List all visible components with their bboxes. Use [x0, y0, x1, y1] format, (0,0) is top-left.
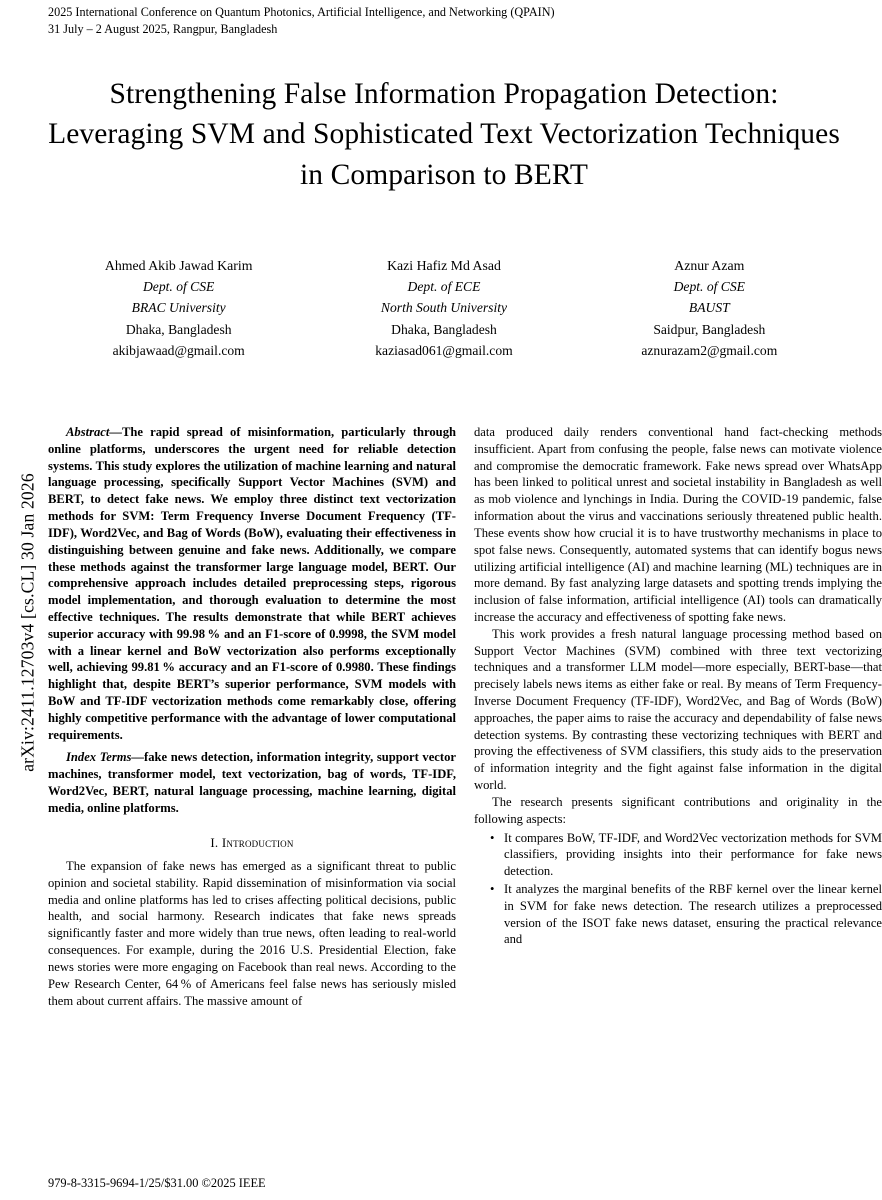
- abstract-label: Abstract—: [66, 425, 122, 439]
- page-title: Strengthening False Information Propagation Detection: Leveraging SVM and Sophisticated Text Vectorization Techniques in Comparison to BERT: [48, 77, 840, 191]
- author-name: Ahmed Akib Jawad Karim: [104, 258, 253, 273]
- section-title: Introduction: [221, 834, 294, 850]
- author-location: Dhaka, Bangladesh: [391, 321, 497, 337]
- arxiv-stamp: arXiv:2411.12703v4 [cs.CL] 30 Jan 2026: [17, 473, 38, 772]
- author-location: Dhaka, Bangladesh: [125, 321, 232, 337]
- conference-date-location: 31 July – 2 August 2025, Rangpur, Bangladesh: [48, 22, 278, 37]
- index-terms-paragraph: [48, 749, 456, 816]
- column-left: [48, 424, 456, 1009]
- conference-header: [48, 4, 834, 39]
- paragraph: This work provides a fresh natural language processing method based on Support Vector Machines (SVM) combined with three text vectorizing techniques and a transformer LLM model—more especially, BERT-base—that precisely labels news items as either fake or real. By means of Term Frequency-Inverse Document Frequency (TF-IDF), Word2Vec, and Bag of Words (BoW) approaches, the paper aims to raise the accuracy and dependability of false news detection systems. By contrasting these vectorizing techniques with BERT and proving the effectiveness of SVM classifiers, this study aids to the preservation of information integrity and the fight against false information in the digital world.: [474, 626, 882, 793]
- list-item: • It analyzes the marginal benefits of the RBF kernel over the linear kernel in SVM for fake news detection. The research utilizes a preprocessed version of the ISOT fake news dataset, ensuring the practical relevance and: [504, 881, 882, 948]
- author-name: Kazi Hafiz Md Asad: [387, 258, 501, 273]
- abstract-text: The rapid spread of misinformation, particularly through online platforms, underscores the urgent need for reliable detection systems. This study explores the utilization of machine learning and natural language processing, specifically Support Vector Machines (SVM) and BERT, to detect fake news. We employ three distinct text vectorization methods for SVM: Term Frequency Inverse Document Frequency (TF-IDF), Word2Vec, and Bag of Words (BoW), evaluating their effectiveness in distinguishing between genuine and fake news. Additionally, we compare these methods against the transformer large language model, BERT. Our comprehensive approach includes detailed preprocessing steps, rigorous model implementation, and thorough evaluation to determine the most effective techniques. The results demonstrate that while BERT achieves superior accuracy with 99.98 % and an F1-score of 0.9998, the SVM model with a linear kernel and BoW vectorization also performs exceptionally well, achieving 99.81 % accuracy and an F1-score of 0.9980. These findings highlight that, despite BERT’s superior performance, SVM models with BoW and TF-IDF vectorization methods come remarkably close, offering highly competitive performance with the advantage of lower computational requirements.: [48, 425, 456, 742]
- abstract-paragraph: [48, 424, 456, 743]
- author-department: Dept. of CSE: [142, 279, 215, 295]
- section-number: I.: [210, 834, 219, 850]
- author-department: Dept. of CSE: [673, 279, 745, 295]
- paragraph: The research presents significant contributions and originality in the following aspects:: [474, 794, 882, 826]
- author-institution: North South University: [380, 300, 508, 316]
- author-email: kaziasad061@gmail.com: [375, 342, 513, 358]
- paragraph: data produced daily renders conventional hand fact-checking methods insufficient. Apart from confusing the people, false news can motivate violence and compromise the democratic framework. Fake news spread over WhatsApp has been linked to political unrest and societal instability in Bangladesh as well as mob violence and lynchings in India. During the COVID-19 pandemic, false information about the virus and vaccinations seriously threatened public health. These events show how crucial it is to have trustworthy mechanisms in place to spot false news. Consequently, automated systems that can identify bogus news utilizing artificial intelligence (AI) and machine learning (ML) techniques are in more demand. By fast analyzing large datasets and spotting trends implying the inclusion of false information, artificial intelligence (AI) tools can dramatically increase the accuracy and effectiveness of spotting fake news.: [474, 425, 882, 624]
- author-email: aznurazam2@gmail.com: [641, 342, 778, 358]
- copyright-footer: 979-8-3315-9694-1/25/$31.00 ©2025 IEEE: [48, 1176, 266, 1190]
- author-email: akibjawaad@gmail.com: [112, 342, 245, 358]
- author-list: [48, 255, 840, 361]
- section-heading-introduction: [48, 834, 456, 851]
- author-block: [313, 255, 574, 361]
- author-location: Saidpur, Bangladesh: [653, 321, 766, 337]
- author-department: Dept. of ECE: [407, 279, 481, 295]
- list-item: • It compares BoW, TF-IDF, and Word2Vec vectorization methods for SVM classifiers, providing insights into their performance for fake news detection.: [504, 830, 882, 880]
- author-institution: BAUST: [688, 300, 730, 316]
- index-terms-label: Index Terms—: [66, 750, 145, 765]
- author-name: Aznur Azam: [674, 258, 745, 273]
- column-right: [474, 424, 882, 949]
- index-terms-text: fake news detection, information integrity, support vector machines, transformer model, text vectorization, bag of words, TF-IDF, Word2Vec, BERT, natural language processing, machine learning, digital media, online platforms.: [48, 750, 456, 815]
- contribution-list: [474, 830, 882, 949]
- author-block: [579, 255, 840, 361]
- author-institution: BRAC University: [131, 300, 226, 316]
- author-block: [48, 255, 309, 361]
- conference-name: 2025 International Conference on Quantum Photonics, Artificial Intelligence, and Networking (QPAIN): [48, 5, 555, 19]
- paragraph: The expansion of fake news has emerged as a significant threat to public opinion and societal stability. Rapid dissemination of misinformation via social media and online platforms has led to crises affecting political decisions, public health, and social harmony. Research indicates that fake news spreads significantly faster and more widely than true news, often leading to real-world consequences. For example, during the 2016 U.S. Presidential Election, fake news stories were more engaging on Facebook than real news. According to the Pew Research Center, 64 % of Americans feel false news has seriously misled them about current affairs. The massive amount of: [48, 859, 456, 1008]
